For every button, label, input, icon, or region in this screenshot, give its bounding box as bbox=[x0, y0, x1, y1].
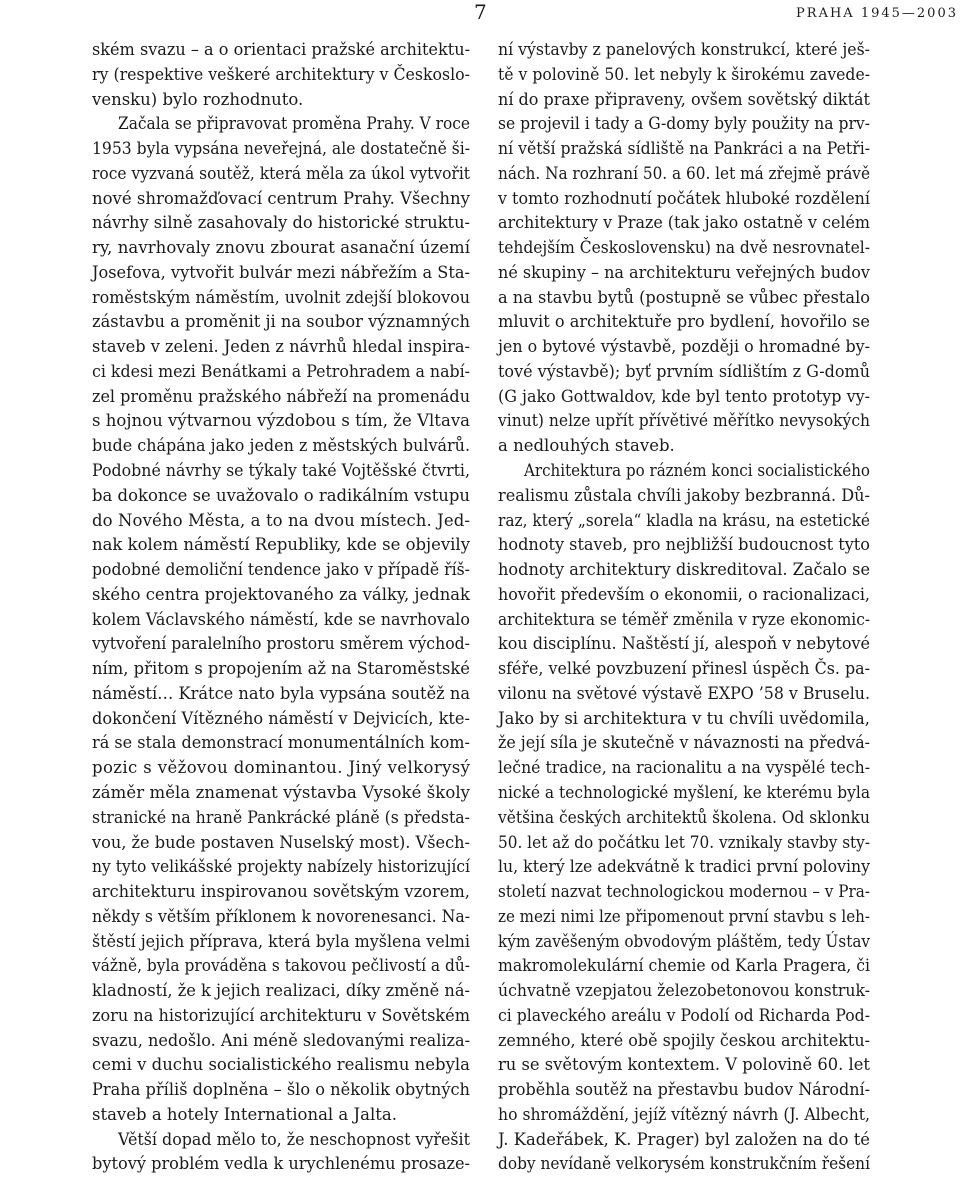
text-line: ry, navrhovaly znovu zbourat asanační území bbox=[92, 238, 471, 258]
text-line: roměstským náměstím, uvolnit zdejší blokovou bbox=[92, 287, 470, 307]
text-line: bytový problém vedla k urychlenému prosaze- bbox=[92, 1154, 471, 1174]
text-line: tehdejším Československu) na dvě nesrovnatel- bbox=[498, 238, 870, 258]
text-line: Josefova, vytvořit bulvár mezi nábřežím a Sta- bbox=[92, 262, 470, 282]
text-line: nak kolem náměstí Republiky, kde se objevily bbox=[92, 535, 471, 555]
text-line: jen o bytové výstavbě, později o hromadné by- bbox=[498, 337, 870, 357]
page-header bbox=[0, 0, 960, 24]
text-line: proběhla soutěž na přestavbu budov Národní- bbox=[498, 1080, 871, 1100]
text-line: a nedlouhých staveb. bbox=[498, 436, 675, 456]
text-line: (G jako Gottwaldov, kde byl tento prototyp vy- bbox=[498, 386, 871, 406]
text-line: zel proměnu pražského nábřeží na promenádu bbox=[92, 386, 471, 406]
text-line: né skupiny – na architekturu veřejných budov bbox=[498, 262, 870, 282]
text-line: v tomto rozhodnutí počátek hluboké rozdělení bbox=[498, 188, 871, 208]
running-head: PRAHA 1945—2003 bbox=[796, 6, 958, 21]
text-line: většina českých architektů školena. Od sklonku bbox=[498, 807, 870, 827]
text-line: podobné demoliční tendence jako v případě říš- bbox=[92, 560, 470, 580]
text-line: raz, který „sorela“ kladla na krásu, na estetické bbox=[498, 510, 871, 530]
text-line: sféře, velké povzbuzení přinesl úspěch Čs. pa- bbox=[498, 659, 870, 679]
text-line: bude chápána jako jeden z městských bulvárů. bbox=[92, 436, 471, 456]
text-line: Jako by si architektura v tu chvíli uvědomila, bbox=[498, 708, 871, 728]
text-line: vensku) bylo rozhodnuto. bbox=[92, 89, 304, 109]
page-number: 7 bbox=[474, 0, 487, 24]
text-line: tě v polovině 50. let nebyly k širokému zavede- bbox=[498, 64, 871, 84]
text-line: vinut) nelze upřít přívětivé měřítko nevysokých bbox=[498, 411, 870, 431]
text-line: cemi v duchu socialistického realismu nebyla bbox=[92, 1055, 470, 1075]
text-line: hovořit především o ekonomii, o racionalizaci, bbox=[498, 584, 870, 604]
text-line: makromolekulární chemie od Karla Pragera, či bbox=[498, 956, 870, 976]
text-line: ze mezi nimi lze připomenout první stavbu s leh- bbox=[498, 906, 871, 926]
text-line: ského centra projektovaného za války, jednak bbox=[92, 584, 470, 604]
text-line: lu, který lze adekvátně k tradici první poloviny bbox=[498, 857, 871, 877]
text-line: 50. let až do počátku let 70. vznikaly stavby sty- bbox=[498, 832, 870, 852]
text-line: a na stavbu bytů (postupně se vůbec přestalo bbox=[498, 287, 871, 307]
text-line: stranické na hraně Pankrácké pláně (s předsta- bbox=[92, 807, 470, 827]
left-text-column bbox=[92, 38, 470, 1177]
text-line: staveb a hotely International a Jalta. bbox=[92, 1104, 397, 1124]
text-line: ním, přitom s propojením až na Staroměstské bbox=[92, 659, 470, 679]
text-line: století nazvat technologickou modernou – v Pra- bbox=[498, 882, 870, 902]
text-line: kou disciplínu. Naštěstí jí, alespoň v nebytové bbox=[498, 634, 870, 654]
text-line: Architektura po rázném konci socialistického bbox=[524, 461, 870, 481]
text-line: rá se stala demonstrací monumentálních kom- bbox=[92, 733, 471, 753]
text-line: s hojnou výtvarnou výzdobou s tím, že Vltava bbox=[92, 411, 471, 431]
text-line: Začala se připravovat proměna Prahy. V roce bbox=[118, 114, 471, 134]
text-line: tové výstavbě); byť prvním sídlištím z G-domů bbox=[498, 361, 871, 381]
text-line: svazu, nedošlo. Ani méně sledovanými realiza- bbox=[92, 1030, 471, 1050]
text-line: zástavbu a proměnit ji na soubor významných bbox=[92, 312, 470, 332]
text-line: pozic s věžovou dominantou. Jiný velkorysý bbox=[92, 758, 471, 778]
text-line: J. Kadeřábek, K. Prager) byl založen na do té bbox=[498, 1129, 870, 1149]
text-line: Větší dopad mělo to, že neschopnost vyřešit bbox=[118, 1129, 471, 1149]
text-line: vážně, byla prováděna s takovou pečlivostí a dů- bbox=[92, 956, 471, 976]
text-line: ní do praxe připraveny, ovšem sovětský diktát bbox=[498, 89, 871, 109]
text-line: hodnoty architektury diskreditoval. Začalo se bbox=[498, 560, 871, 580]
text-line: lečné tradice, na racionalitu a na vyspělé tech- bbox=[498, 758, 871, 778]
text-line: ní větší pražská sídliště na Pankráci a na Petři- bbox=[498, 139, 871, 159]
text-line: kolem Václavského náměstí, kde se navrhovalo bbox=[92, 609, 470, 629]
text-line: 1953 byla vypsána neveřejná, ale dostatečně ši- bbox=[92, 139, 471, 159]
text-line: záměr měla znamenat výstavba Vysoké školy bbox=[92, 782, 471, 802]
right-text-column bbox=[498, 38, 870, 1177]
text-line: štěstí jejich příprava, která byla myšlena velmi bbox=[92, 931, 470, 951]
text-line: ny tyto velikášské projekty nabízely historizující bbox=[92, 857, 470, 877]
text-line: nické a technologické myšlení, ke kterému byla bbox=[498, 782, 871, 802]
text-line: někdy s větším příklonem k novorenesanci. Na- bbox=[92, 906, 471, 926]
text-line: dokončení Vítězného náměstí v Dejvicích, kte- bbox=[92, 708, 470, 728]
text-line: ci plaveckého areálu v Podolí od Richarda Pod- bbox=[498, 1005, 870, 1025]
text-line: ba dokonce se uvažovalo o radikálním vstupu bbox=[92, 485, 471, 505]
text-line: ry (respektive veškeré architektury v Českoslo- bbox=[92, 64, 471, 84]
text-line: kladností, že k jejich realizaci, díky změně ná- bbox=[92, 981, 471, 1001]
text-line: roce vyzvaná soutěž, která měla za úkol vytvořit bbox=[92, 163, 471, 183]
text-line: úchvatně vzepjatou železobetonovou konstruk- bbox=[498, 981, 870, 1001]
text-line: architektury v Praze (tak jako ostatně v celém bbox=[498, 213, 871, 233]
text-line: ní výstavby z panelových konstrukcí, které ješ- bbox=[498, 40, 871, 59]
text-line: hodnoty staveb, pro nejbližší budoucnost tyto bbox=[498, 535, 871, 555]
text-line: ci kdesi mezi Benátkami a Petrohradem a nabí- bbox=[92, 361, 470, 381]
text-line: vilonu na světové výstavě EXPO ’58 v Bruselu. bbox=[498, 683, 871, 703]
text-line: ském svazu – a o orientaci pražské architektu- bbox=[92, 40, 471, 59]
text-line: realismu zůstala chvíli jakoby bezbranná. Dů- bbox=[498, 485, 870, 505]
text-line: ru se světovým kontextem. V polovině 60. let bbox=[498, 1055, 871, 1075]
text-line: nové shromažďovací centrum Prahy. Všechny bbox=[92, 188, 470, 208]
text-line: ho shromáždění, jejíž vítězný návrh (J. Albecht, bbox=[498, 1104, 871, 1124]
text-line: architekturu inspirovanou sovětským vzorem, bbox=[92, 882, 470, 902]
text-line: náměstí… Krátce nato byla vypsána soutěž na bbox=[92, 683, 471, 703]
text-line: že její síla je skutečně v návaznosti na předvá- bbox=[498, 733, 871, 753]
text-line: zoru na historizující architekturu v Sovětském bbox=[92, 1005, 470, 1025]
text-line: doby nevídaně velkorysém konstrukčním řešení bbox=[498, 1154, 871, 1174]
text-line: vou, že bude postaven Nuselský most). Všech- bbox=[92, 832, 471, 852]
text-line: Praha příliš doplněna – šlo o několik obytných bbox=[92, 1080, 470, 1100]
text-line: kým zavěšeným obvodovým pláštěm, tedy Ústav bbox=[498, 931, 871, 951]
text-line: zemného, které obě spojily českou architektu- bbox=[498, 1030, 870, 1050]
text-line: do Nového Města, a to na dvou místech. Jed- bbox=[92, 510, 471, 530]
text-line: se projevil i tady a G-domy byly použity na prv- bbox=[498, 114, 871, 134]
text-line: staveb v zeleni. Jeden z návrhů hledal inspira- bbox=[92, 337, 470, 357]
text-line: nách. Na rozhraní 50. a 60. let má zřejmě právě bbox=[498, 163, 870, 183]
text-line: mluvit o architektuře pro bydlení, hovořilo se bbox=[498, 312, 870, 332]
text-line: návrhy silně zasahovaly do historické struktu- bbox=[92, 213, 471, 233]
text-line: Podobné návrhy se týkaly také Vojtěšské čtvrti, bbox=[92, 461, 471, 481]
text-line: architektura se téměř změnila v ryze ekonomic- bbox=[498, 609, 871, 629]
text-line: vytvoření paralelního prostoru směrem východ- bbox=[92, 634, 470, 654]
